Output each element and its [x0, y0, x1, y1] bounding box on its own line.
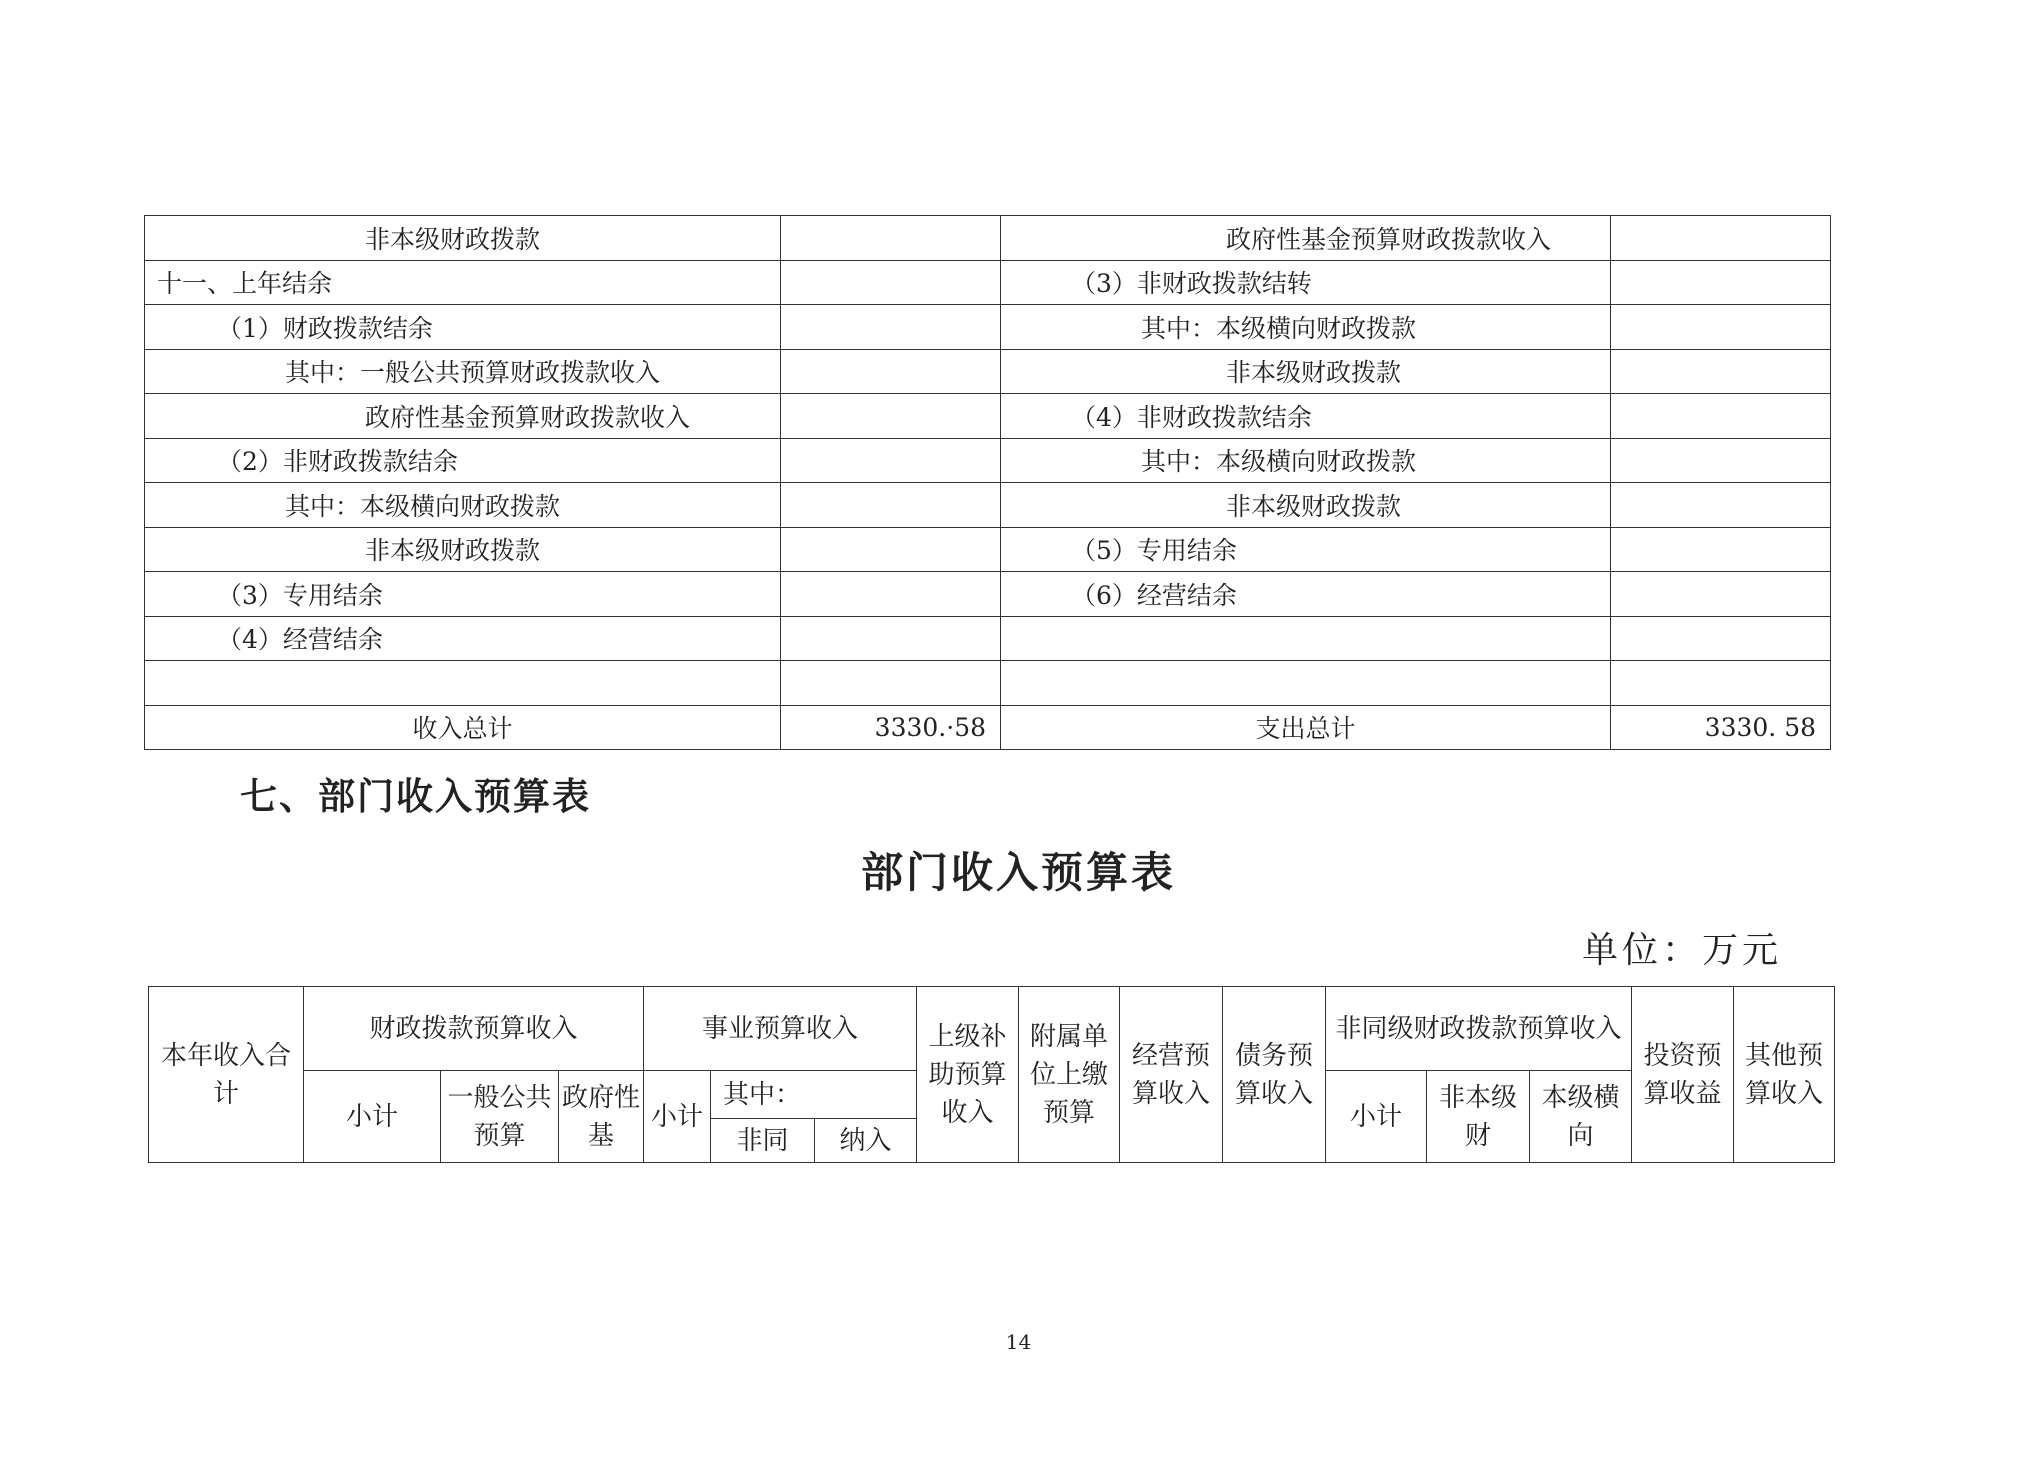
right-item-label	[1001, 661, 1611, 706]
left-item-label: （1）财政拨款结余	[145, 305, 781, 350]
right-item-value	[1611, 527, 1831, 572]
table-row	[145, 394, 1831, 439]
right-item-value	[1611, 438, 1831, 483]
table-row	[145, 305, 1831, 350]
right-item-value	[1611, 349, 1831, 394]
header-business-non-same: 非同	[711, 1119, 815, 1163]
right-item-value	[1611, 616, 1831, 661]
left-item-value	[781, 483, 1001, 528]
header-fiscal-group: 财政拨款预算收入	[304, 987, 644, 1071]
right-item-value	[1611, 394, 1831, 439]
header-nonsame-subtotal: 小计	[1326, 1071, 1427, 1163]
section-title: 七、部门收入预算表	[240, 775, 591, 818]
left-item-value	[781, 260, 1001, 305]
header-fiscal-general: 一般公共预算	[441, 1071, 559, 1163]
total-row	[145, 705, 1831, 750]
right-item-value	[1611, 260, 1831, 305]
table-row	[145, 438, 1831, 483]
right-item-label: （3）非财政拨款结转	[1001, 260, 1611, 305]
right-item-label: 非本级财政拨款	[1001, 483, 1611, 528]
unit-label: 单位：万元	[1582, 930, 1783, 971]
table-row	[145, 216, 1831, 261]
table-row	[145, 527, 1831, 572]
header-business-group: 事业预算收入	[644, 987, 917, 1071]
left-item-label: （3）专用结余	[145, 572, 781, 617]
right-item-label: 其中：本级横向财政拨款	[1001, 438, 1611, 483]
left-item-value	[781, 216, 1001, 261]
right-item-label	[1001, 616, 1611, 661]
page-number: 14	[1005, 1330, 1032, 1354]
department-income-budget-table	[148, 986, 1835, 1163]
left-item-value	[781, 527, 1001, 572]
table-row	[145, 616, 1831, 661]
left-item-label: 其中：本级横向财政拨款	[145, 483, 781, 528]
expense-total-value: 3330. 58	[1611, 705, 1831, 750]
header-investment: 投资预算收益	[1632, 987, 1734, 1163]
right-item-value	[1611, 483, 1831, 528]
income-total-label: 收入总计	[145, 705, 781, 750]
right-item-value	[1611, 216, 1831, 261]
left-item-label: 十一、上年结余	[145, 260, 781, 305]
header-other: 其他预算收入	[1734, 987, 1835, 1163]
right-item-label: （6）经营结余	[1001, 572, 1611, 617]
header-row-1	[149, 987, 1835, 1071]
income-total-value: 3330.·58	[781, 705, 1001, 750]
right-item-value	[1611, 572, 1831, 617]
left-item-label	[145, 661, 781, 706]
left-item-label: 其中：一般公共预算财政拨款收入	[145, 349, 781, 394]
left-item-value	[781, 305, 1001, 350]
header-business-of-which: 其中：	[711, 1071, 917, 1119]
income-expense-summary-table	[144, 215, 1831, 750]
header-total-income: 本年收入合计	[149, 987, 304, 1163]
left-item-label: 非本级财政拨款	[145, 216, 781, 261]
right-item-label: 政府性基金预算财政拨款收入	[1001, 216, 1611, 261]
header-nonsame-group: 非同级财政拨款预算收入	[1326, 987, 1632, 1071]
right-item-label: （4）非财政拨款结余	[1001, 394, 1611, 439]
left-item-value	[781, 661, 1001, 706]
header-business-incl: 纳入	[815, 1119, 917, 1163]
header-debt: 债务预算收入	[1223, 987, 1326, 1163]
header-superior-subsidy: 上级补助预算收入	[917, 987, 1019, 1163]
left-item-label: 政府性基金预算财政拨款收入	[145, 394, 781, 439]
right-item-label: 其中：本级横向财政拨款	[1001, 305, 1611, 350]
left-item-label: （4）经营结余	[145, 616, 781, 661]
left-item-label: （2）非财政拨款结余	[145, 438, 781, 483]
right-item-value	[1611, 305, 1831, 350]
header-fiscal-subtotal: 小计	[304, 1071, 441, 1163]
table-row	[145, 349, 1831, 394]
right-item-label: 非本级财政拨款	[1001, 349, 1611, 394]
table-row	[145, 661, 1831, 706]
left-item-value	[781, 572, 1001, 617]
header-fiscal-fund: 政府性基	[559, 1071, 644, 1163]
table-row	[145, 260, 1831, 305]
left-item-label: 非本级财政拨款	[145, 527, 781, 572]
header-nonsame-horizontal: 本级横向	[1530, 1071, 1632, 1163]
header-operating: 经营预算收入	[1120, 987, 1223, 1163]
header-nonsame-nonlocal: 非本级财	[1427, 1071, 1530, 1163]
header-affiliated-remit: 附属单位上缴预算	[1019, 987, 1120, 1163]
right-item-label: （5）专用结余	[1001, 527, 1611, 572]
expense-total-label: 支出总计	[1001, 705, 1611, 750]
table-title: 部门收入预算表	[860, 848, 1176, 897]
table-row	[145, 483, 1831, 528]
right-item-value	[1611, 661, 1831, 706]
left-item-value	[781, 394, 1001, 439]
table-row	[145, 572, 1831, 617]
left-item-value	[781, 616, 1001, 661]
left-item-value	[781, 438, 1001, 483]
header-business-subtotal: 小计	[644, 1071, 711, 1163]
left-item-value	[781, 349, 1001, 394]
